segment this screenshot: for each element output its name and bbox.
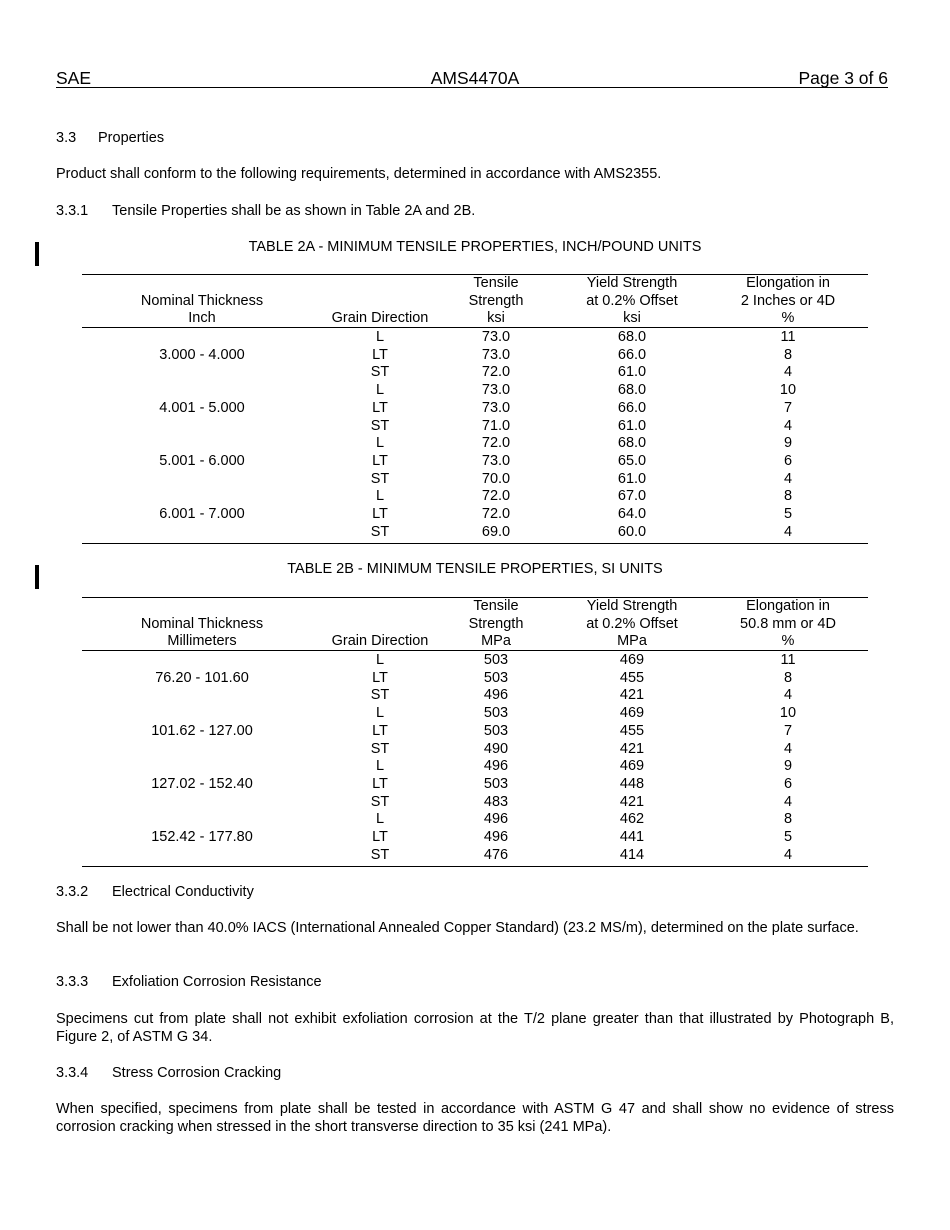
table-cell-tensile: 496 <box>483 758 509 775</box>
column-header-tensile: Tensile <box>473 275 519 291</box>
table-cell-elong: 4 <box>783 417 793 434</box>
section-title: Exfoliation Corrosion Resistance <box>112 974 322 990</box>
section-title: Tensile Properties shall be as shown in Table 2A and 2B. <box>112 203 476 219</box>
table-cell-tensile: 71.0 <box>481 417 511 434</box>
table-2b-caption: TABLE 2B - MINIMUM TENSILE PROPERTIES, SI UNITS <box>287 561 663 577</box>
table-cell-yield: 67.0 <box>617 488 647 505</box>
table-cell-grain: LT <box>372 399 388 416</box>
table-cell-tensile: 69.0 <box>481 523 511 540</box>
table-cell-tensile: 503 <box>483 669 509 686</box>
table-cell-thickness: 127.02 - 152.40 <box>151 775 253 792</box>
table-cell-grain: ST <box>370 687 390 704</box>
column-header-tensile: Strength <box>468 615 524 632</box>
table-cell-elong: 11 <box>780 329 796 345</box>
table-cell-grain: L <box>375 652 385 668</box>
section-number: 3.3.2 <box>56 884 89 900</box>
table-cell-grain: L <box>375 758 385 775</box>
table-cell-tensile: 490 <box>483 740 509 757</box>
table-cell-yield: 68.0 <box>617 382 647 399</box>
table-cell-elong: 7 <box>783 399 793 416</box>
table-cell-elong: 11 <box>780 652 796 668</box>
table-cell-grain: LT <box>372 452 388 469</box>
table-cell-yield: 66.0 <box>617 399 647 416</box>
table-cell-thickness: 101.62 - 127.00 <box>151 722 253 739</box>
table-cell-grain: L <box>375 382 385 399</box>
table-cell-yield: 448 <box>619 775 645 792</box>
table-cell-yield: 61.0 <box>617 364 647 381</box>
table-cell-yield: 421 <box>619 740 645 757</box>
table-cell-yield: 61.0 <box>617 417 647 434</box>
table-cell-thickness: 152.42 - 177.80 <box>151 829 253 845</box>
table-cell-grain: ST <box>370 740 390 757</box>
table-cell-tensile: 476 <box>483 846 509 863</box>
table-cell-yield: 421 <box>619 687 645 704</box>
table-cell-elong: 4 <box>783 687 793 704</box>
table-cell-grain: L <box>375 705 385 722</box>
column-header-elong: % <box>781 633 795 649</box>
table-cell-tensile: 70.0 <box>481 470 511 487</box>
table-cell-tensile: 73.0 <box>481 382 511 399</box>
column-header-yield: at 0.2% Offset <box>586 615 678 632</box>
table-cell-yield: 60.0 <box>617 523 647 540</box>
section-3-3-heading <box>56 129 894 147</box>
table-cell-grain: LT <box>372 829 388 845</box>
table-cell-yield: 455 <box>619 669 645 686</box>
table-cell-tensile: 496 <box>483 829 509 845</box>
table-cell-tensile: 73.0 <box>481 399 511 416</box>
table-cell-elong: 4 <box>783 523 793 540</box>
header-rule <box>56 87 888 88</box>
section-3-3-4-heading <box>56 1064 894 1082</box>
table-2a-caption: TABLE 2A - MINIMUM TENSILE PROPERTIES, INCH/POUND UNITS <box>248 239 702 255</box>
table-cell-tensile: 503 <box>483 775 509 792</box>
table-cell-tensile: 503 <box>483 705 509 722</box>
table-cell-tensile: 496 <box>483 811 509 828</box>
table-header-rule <box>82 327 868 328</box>
table-cell-tensile: 503 <box>483 652 509 668</box>
exfoliation-paragraph: Specimens cut from plate shall not exhibit exfoliation corrosion at the T/2 plane greater than that illustrated by Photograph B, Figure 2, of ASTM G 34. <box>56 1011 894 1045</box>
table-cell-tensile: 72.0 <box>481 488 511 505</box>
column-header-thickness: Nominal Thickness <box>140 292 264 309</box>
table-cell-tensile: 72.0 <box>481 506 511 522</box>
table-cell-elong: 4 <box>783 740 793 757</box>
table-bottom-rule <box>82 543 868 544</box>
table-cell-elong: 10 <box>779 382 797 399</box>
table-bottom-rule <box>82 866 868 867</box>
table-cell-elong: 4 <box>783 846 793 863</box>
table-cell-tensile: 73.0 <box>481 329 511 345</box>
table-cell-yield: 469 <box>619 652 645 668</box>
column-header-grain: Grain Direction <box>331 310 429 326</box>
column-header-thickness: Inch <box>188 310 216 326</box>
section-3-3-1-heading <box>56 202 894 220</box>
column-header-tensile: Tensile <box>473 598 519 614</box>
column-header-yield: Yield Strength <box>586 598 678 614</box>
table-2a <box>82 274 868 542</box>
table-cell-grain: LT <box>372 775 388 792</box>
column-header-tensile: ksi <box>487 310 505 326</box>
column-header-tensile: Strength <box>468 292 524 309</box>
header-left: SAE <box>56 68 92 88</box>
table-cell-elong: 8 <box>783 488 793 505</box>
table-cell-grain: LT <box>372 346 388 363</box>
table-cell-grain: ST <box>370 417 390 434</box>
table-cell-elong: 4 <box>783 793 793 810</box>
table-cell-yield: 421 <box>619 793 645 810</box>
revision-bar <box>35 242 39 266</box>
column-header-thickness: Millimeters <box>167 633 237 649</box>
table-cell-elong: 7 <box>783 722 793 739</box>
header-document-number: AMS4470A <box>430 68 520 88</box>
table-cell-elong: 6 <box>783 775 793 792</box>
table-cell-grain: L <box>375 811 385 828</box>
column-header-elong: 50.8 mm or 4D <box>740 615 836 632</box>
table-cell-grain: ST <box>370 793 390 810</box>
section-number: 3.3 <box>56 130 77 146</box>
intro-paragraph: Product shall conform to the following requirements, determined in accordance with AMS2355. <box>56 166 662 182</box>
column-header-thickness: Nominal Thickness <box>140 615 264 632</box>
table-cell-grain: L <box>375 488 385 505</box>
table-cell-yield: 469 <box>619 705 645 722</box>
table-cell-yield: 462 <box>619 811 645 828</box>
section-number: 3.3.1 <box>56 203 89 219</box>
column-header-yield: ksi <box>623 310 641 326</box>
section-3-3-2-heading <box>56 883 894 901</box>
section-3-3-3-heading <box>56 973 894 991</box>
section-title: Stress Corrosion Cracking <box>112 1065 282 1081</box>
table-cell-yield: 469 <box>619 758 645 775</box>
column-header-elong: 2 Inches or 4D <box>740 292 836 309</box>
table-header-rule <box>82 650 868 651</box>
section-title: Electrical Conductivity <box>112 884 254 900</box>
table-cell-elong: 5 <box>783 506 793 522</box>
table-cell-elong: 8 <box>783 669 793 686</box>
table-cell-thickness: 4.001 - 5.000 <box>159 399 245 416</box>
table-cell-thickness: 76.20 - 101.60 <box>155 669 249 686</box>
conductivity-paragraph: Shall be not lower than 40.0% IACS (International Annealed Copper Standard) (23.2 MS/m), determined on the plate surface. <box>56 920 859 936</box>
table-cell-grain: ST <box>370 470 390 487</box>
table-cell-yield: 61.0 <box>617 470 647 487</box>
table-cell-tensile: 72.0 <box>481 435 511 452</box>
table-cell-elong: 8 <box>783 346 793 363</box>
section-number: 3.3.4 <box>56 1065 89 1081</box>
table-cell-grain: L <box>375 435 385 452</box>
column-header-yield: Yield Strength <box>586 275 678 291</box>
column-header-elong: % <box>781 310 795 326</box>
table-cell-yield: 64.0 <box>617 506 647 522</box>
column-header-elong: Elongation in <box>746 275 830 291</box>
table-cell-yield: 68.0 <box>617 329 647 345</box>
stress-corrosion-paragraph: When specified, specimens from plate shall be tested in accordance with ASTM G 47 and shall show no evidence of stress corrosion cracking when stressed in the short transverse direction to 35 ksi (241 MPa). <box>56 1101 894 1135</box>
column-header-tensile: MPa <box>481 633 511 649</box>
table-2b <box>82 597 868 865</box>
table-cell-elong: 9 <box>783 758 793 775</box>
table-cell-yield: 441 <box>619 829 645 845</box>
table-cell-tensile: 503 <box>483 722 509 739</box>
column-header-elong: Elongation in <box>746 598 830 614</box>
table-cell-yield: 414 <box>619 846 645 863</box>
section-number: 3.3.3 <box>56 974 89 990</box>
table-cell-tensile: 73.0 <box>481 346 511 363</box>
table-cell-elong: 4 <box>783 470 793 487</box>
table-cell-grain: LT <box>372 669 388 686</box>
revision-bar <box>35 565 39 589</box>
table-cell-yield: 65.0 <box>617 452 647 469</box>
table-cell-elong: 8 <box>783 811 793 828</box>
table-cell-tensile: 72.0 <box>481 364 511 381</box>
table-cell-grain: ST <box>370 523 390 540</box>
table-cell-grain: L <box>375 329 385 345</box>
table-cell-tensile: 483 <box>483 793 509 810</box>
table-cell-elong: 5 <box>783 829 793 845</box>
table-cell-tensile: 73.0 <box>481 452 511 469</box>
table-cell-grain: ST <box>370 364 390 381</box>
table-cell-grain: ST <box>370 846 390 863</box>
table-cell-elong: 4 <box>783 364 793 381</box>
table-cell-thickness: 6.001 - 7.000 <box>159 506 245 522</box>
table-cell-elong: 6 <box>783 452 793 469</box>
table-cell-thickness: 5.001 - 6.000 <box>159 452 245 469</box>
table-cell-grain: LT <box>372 506 388 522</box>
table-cell-yield: 455 <box>619 722 645 739</box>
column-header-yield: at 0.2% Offset <box>586 292 678 309</box>
table-cell-thickness: 3.000 - 4.000 <box>159 346 245 363</box>
section-title: Properties <box>98 130 165 146</box>
column-header-yield: MPa <box>617 633 647 649</box>
header-page-number: Page 3 of 6 <box>798 68 888 88</box>
column-header-grain: Grain Direction <box>331 633 429 649</box>
table-cell-grain: LT <box>372 722 388 739</box>
table-cell-tensile: 496 <box>483 687 509 704</box>
table-cell-yield: 68.0 <box>617 435 647 452</box>
table-cell-yield: 66.0 <box>617 346 647 363</box>
table-cell-elong: 10 <box>779 705 797 722</box>
table-cell-elong: 9 <box>783 435 793 452</box>
